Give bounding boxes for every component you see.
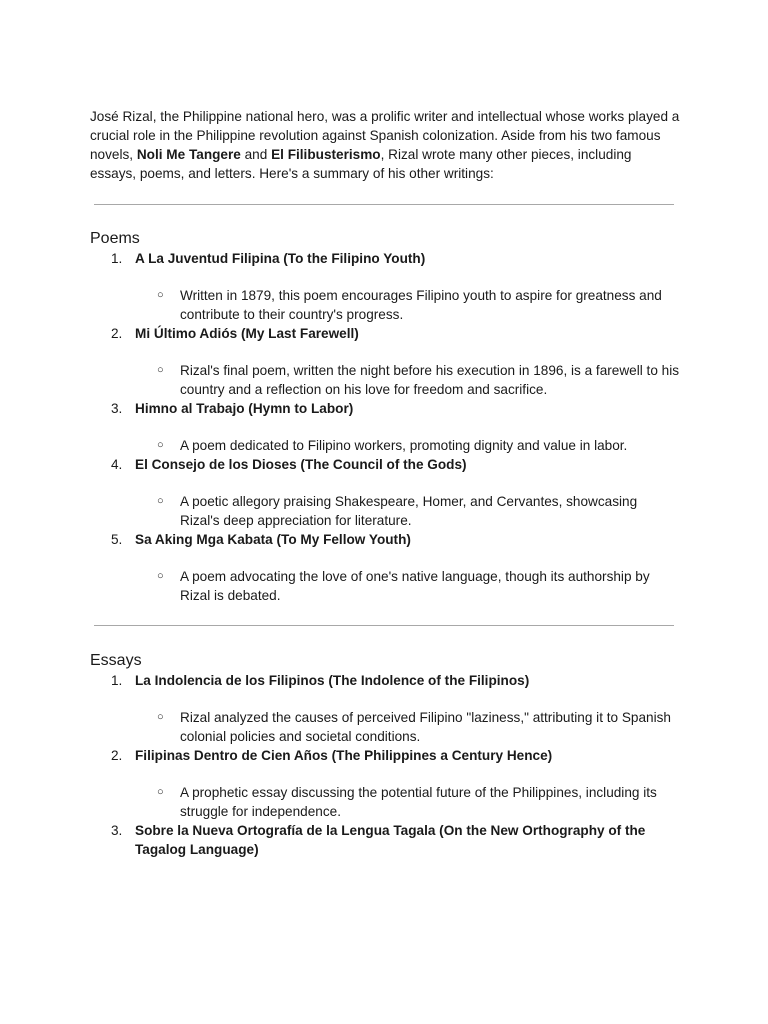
item-number: 3. (111, 401, 123, 416)
list-item (90, 399, 680, 455)
work-title: Sa Aking Mga Kabata (To My Fellow Youth) (135, 532, 411, 547)
section-divider (94, 625, 674, 626)
section-divider (94, 204, 674, 205)
list-item (90, 821, 680, 859)
work-title: Mi Último Adiós (My Last Farewell) (135, 326, 359, 341)
poems-list (90, 249, 680, 605)
item-heading (90, 530, 680, 549)
item-number: 1. (111, 251, 123, 266)
item-number: 2. (111, 326, 123, 341)
item-heading (90, 399, 680, 418)
intro-text-and: and (240, 147, 272, 162)
hollow-bullet-icon: ○ (157, 711, 164, 723)
work-description (90, 436, 680, 455)
item-number: 5. (111, 532, 123, 547)
work-title: El Consejo de los Dioses (The Council of the Gods) (135, 457, 467, 472)
item-number: 2. (111, 748, 123, 763)
item-heading (90, 249, 680, 268)
hollow-bullet-icon: ○ (157, 495, 164, 507)
item-heading (90, 746, 680, 765)
description-text: Written in 1879, this poem encourages Filipino youth to aspire for greatness and contribute to their country's progress. (180, 288, 662, 322)
list-item (90, 746, 680, 821)
list-item (90, 671, 680, 746)
description-text: A poem advocating the love of one's native language, though its authorship by Rizal is debated. (180, 569, 650, 603)
item-heading (90, 455, 680, 474)
poems-heading: Poems (90, 230, 140, 247)
description-text: Rizal's final poem, written the night before his execution in 1896, is a farewell to his country and a reflection on his love for freedom and sacrifice. (180, 363, 680, 397)
item-number: 4. (111, 457, 123, 472)
item-number: 1. (111, 673, 123, 688)
essays-heading: Essays (90, 652, 142, 669)
work-title: La Indolencia de los Filipinos (The Indolence of the Filipinos) (135, 673, 530, 688)
item-number: 3. (111, 823, 123, 838)
work-title: Sobre la Nueva Ortografía de la Lengua Tagala (On the New Orthography of the Tagalog Language) (135, 823, 646, 857)
work-title: Filipinas Dentro de Cien Años (The Philippines a Century Hence) (135, 748, 553, 763)
hollow-bullet-icon: ○ (157, 364, 164, 376)
description-text: Rizal analyzed the causes of perceived Filipino "laziness," attributing it to Spanish colonial policies and societal conditions. (180, 710, 671, 744)
hollow-bullet-icon: ○ (157, 289, 164, 301)
hollow-bullet-icon: ○ (157, 786, 164, 798)
hollow-bullet-icon: ○ (157, 439, 164, 451)
work-title: Himno al Trabajo (Hymn to Labor) (135, 401, 354, 416)
hollow-bullet-icon: ○ (157, 570, 164, 582)
list-item (90, 249, 680, 324)
document-page (90, 107, 680, 859)
work-description (90, 783, 680, 821)
work-description (90, 708, 680, 746)
intro-text-before: José Rizal, the Philippine national hero, was a prolific writer and intellectual whose works played a crucial role in the Philippine revolution against Spanish colonization. Aside from his two famous novels, (90, 109, 680, 162)
work-description (90, 286, 680, 324)
novel-title-noli: Noli Me Tangere (136, 147, 241, 162)
item-heading (90, 671, 680, 690)
novel-title-fili: El Filibusterismo (271, 147, 381, 162)
item-heading (90, 324, 680, 343)
item-heading (90, 821, 680, 859)
essays-list (90, 671, 680, 859)
intro-paragraph (90, 107, 680, 183)
work-title: A La Juventud Filipina (To the Filipino Youth) (135, 251, 426, 266)
intro-text-after: , Rizal wrote many other pieces, including essays, poems, and letters. Here's a summary of his other writings: (90, 147, 632, 181)
list-item (90, 530, 680, 605)
work-description (90, 567, 680, 605)
description-text: A prophetic essay discussing the potential future of the Philippines, including its struggle for independence. (180, 785, 657, 819)
description-text: A poetic allegory praising Shakespeare, Homer, and Cervantes, showcasing Rizal's deep appreciation for literature. (180, 494, 638, 528)
work-description (90, 492, 680, 530)
list-item (90, 324, 680, 399)
list-item (90, 455, 680, 530)
description-text: A poem dedicated to Filipino workers, promoting dignity and value in labor. (180, 438, 628, 453)
work-description (90, 361, 680, 399)
